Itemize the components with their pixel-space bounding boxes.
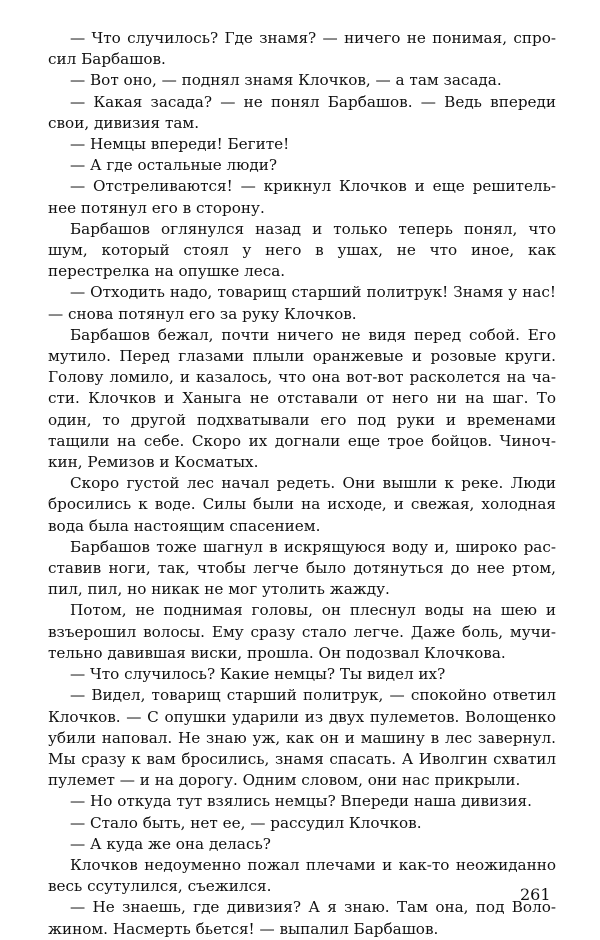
paragraph: — Стало быть, нет ее, — рассудил Клочков. [70, 813, 422, 832]
paragraph: — Отходить надо, товарищ старший политрук! Знамя у нас! — снова потянул его за руку Клочков. [48, 283, 556, 323]
paragraph: Клочков недоуменно пожал плечами и как-то неожиданно весь ссутулился, съежился. [48, 855, 556, 896]
paragraph: Барбашов бежал, почти ничего не видя перед собой. Его мутило. Перед глазами плыли оранжевые и розовые круги. Голову ломило, и казалось, что она вот-вот расколется на части. Клочков и Ханыга не отставали от него ни на шаг. То один, то другой подхватывали его под руки и временами тащили на себе. Скоро их догнали еще трое бойцов. Чиночкин, Ремизов и Косматых. [48, 325, 556, 472]
paragraph: — Видел, товарищ старший политрук, — спокойно ответил Клочков. — С опушки ударили из двух пулеметов. Волощенко убили наповал. Не знаю уж, как он и машину в лес завернул. Мы сразу к вам бросились, знамя спасать. А Иволгин схватил пулемет — и на дорогу. Одним словом, они нас прикрыли. [48, 686, 556, 790]
paragraph: — Немцы впереди! Бегите! [70, 135, 290, 154]
paragraph: — Не знаешь, где дивизия? А я знаю. Там она, под Воложином. Насмерть бьется! — выпалил Барбашов. [48, 898, 556, 938]
page-number: 261 [520, 885, 551, 904]
paragraph: Скоро густой лес начал редеть. Они вышли к реке. Люди бросились к воде. Силы были на исходе, и свежая, холодная вода была настоящим спасением. [48, 474, 556, 535]
paragraph: — Что случилось? Какие немцы? Ты видел их? [70, 665, 446, 684]
paragraph: Барбашов тоже шагнул в искрящуюся воду и, широко расставив ноги, так, чтобы легче было дотянуться до нее ртом, пил, пил, но никак не мог утолить жажду. [48, 537, 556, 599]
paragraph: — Вот оно, — поднял знамя Клочков, — а там засада. [70, 71, 502, 90]
paragraph: Барбашов оглянулся назад и только теперь понял, что шум, который стоял у него в ушах, не что иное, как перестрелка на опушке леса. [48, 219, 556, 281]
paragraph: — А куда же она делась? [70, 834, 271, 853]
paragraph: — Но откуда тут взялись немцы? Впереди наша дивизия. [70, 792, 532, 811]
paragraph: — Что случилось? Где знамя? — ничего не понимая, спросил Барбашов. [48, 29, 556, 69]
paragraph: Потом, не поднимая головы, он плеснул воды на шею и взъерошил волосы. Ему сразу стало легче. Даже боль, мучительно давившая виски, прошла. Он подозвал Клочкова. [48, 601, 556, 662]
paragraph: — Какая засада? — не понял Барбашов. — Ведь впереди свои, дивизия там. [48, 92, 556, 132]
paragraph: — А где остальные люди? [70, 156, 278, 175]
page-body [48, 28, 556, 940]
paragraph: — Отстреливаются! — крикнул Клочков и еще решительнее потянул его в сторону. [48, 177, 556, 217]
